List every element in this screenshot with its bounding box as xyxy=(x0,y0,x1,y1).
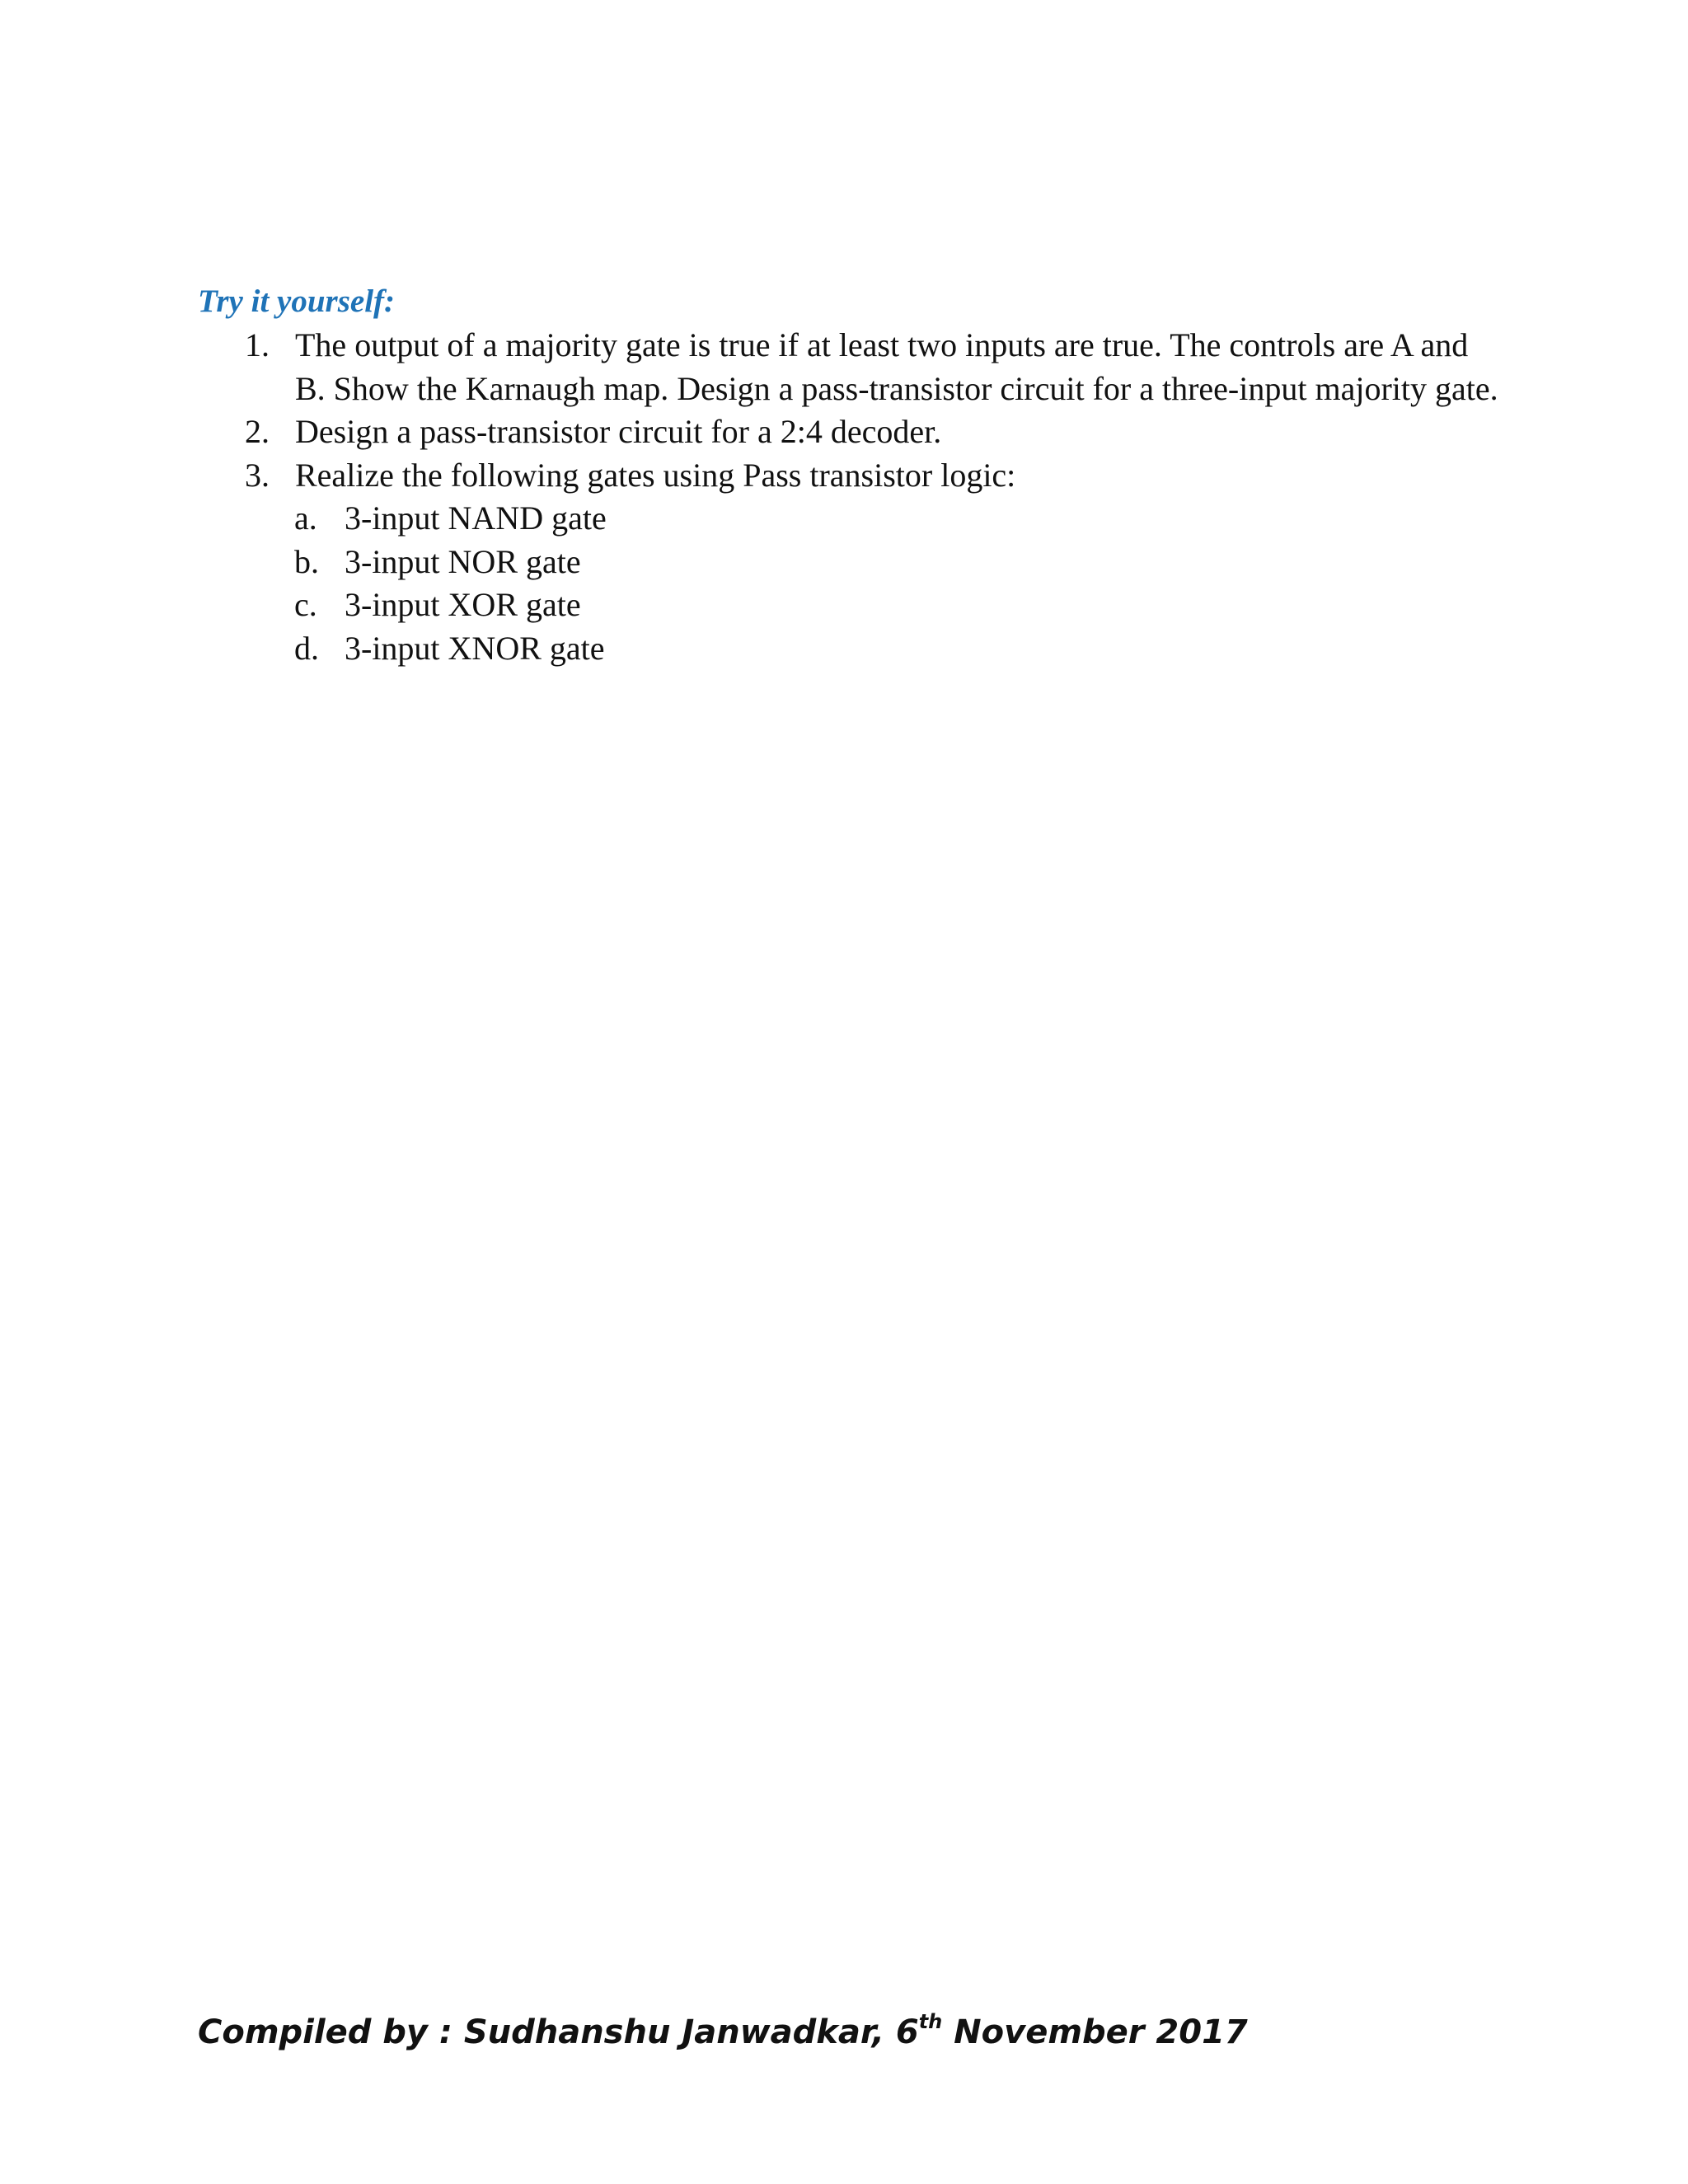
compiled-by-footer xyxy=(198,2008,1248,2057)
question-text-line: Realize the following gates using Pass transistor logic: xyxy=(295,456,1016,494)
section-heading: Try it yourself: xyxy=(198,284,396,319)
subitem-letter: a. xyxy=(294,499,317,537)
question-item-1 xyxy=(198,324,1517,410)
question-item-3 xyxy=(198,454,1517,498)
question-list xyxy=(198,324,1517,670)
subitem-text: 3-input NOR gate xyxy=(345,542,581,580)
footer-prefix: Compiled by : Sudhanshu Janwadkar, 6 xyxy=(198,2013,919,2051)
question-item-2 xyxy=(198,410,1517,454)
subitem-letter: d. xyxy=(294,629,319,667)
subitem-d xyxy=(198,627,1517,671)
footer-suffix: November 2017 xyxy=(942,2013,1248,2051)
question-number: 3. xyxy=(245,456,270,494)
subitem-a xyxy=(198,497,1517,541)
question-text-line: The output of a majority gate is true if at least two inputs are true. The controls are A and xyxy=(295,326,1469,363)
question-number: 1. xyxy=(245,326,270,363)
subitem-text: 3-input XOR gate xyxy=(345,586,581,623)
subitem-text: 3-input XNOR gate xyxy=(345,629,605,667)
question-text-line: B. Show the Karnaugh map. Design a pass-transistor circuit for a three-input majority gate. xyxy=(295,369,1498,407)
subitem-letter: b. xyxy=(294,542,319,580)
subitem-b xyxy=(198,541,1517,584)
question-text-line: Design a pass-transistor circuit for a 2:4 decoder. xyxy=(295,413,942,450)
footer-superscript: th xyxy=(918,2010,943,2033)
question-number: 2. xyxy=(245,413,270,450)
subitem-text: 3-input NAND gate xyxy=(345,499,607,537)
subitem-letter: c. xyxy=(294,586,317,623)
subitem-c xyxy=(198,583,1517,627)
